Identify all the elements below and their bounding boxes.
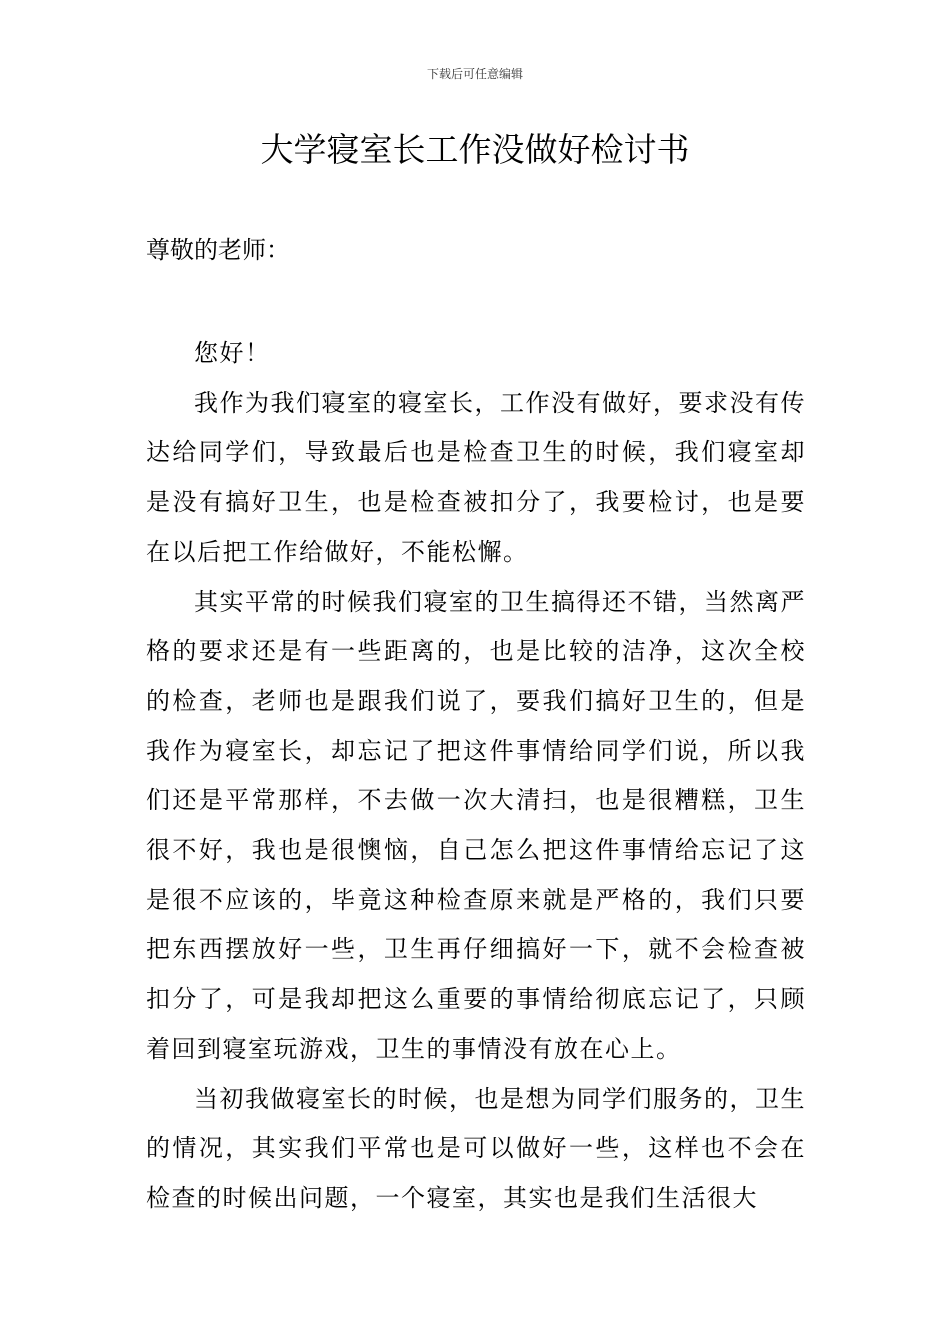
header-note: 下载后可任意编辑 — [426, 67, 523, 81]
document-body — [146, 329, 806, 1224]
document-title: 大学寝室长工作没做好检讨书 — [260, 130, 690, 169]
paragraph-greeting: 您好！ — [194, 339, 271, 367]
salutation: 尊敬的老师： — [146, 236, 290, 264]
paragraph: 其实平常的时候我们寝室的卫生搞得还不错，当然离严格的要求还是有一些距离的，也是比较的洁净，这次全校的检查，老师也是跟我们说了，要我们搞好卫生的，但是我作为寝室长，却忘记了把这件事情给同学们说，所以我们还是平常那样，不去做一次大清扫，也是很糟糕，卫生很不好，我也是很懊恼，自己怎么把这件事情给忘记了这是很不应该的，毕竟这种检查原来就是严格的，我们只要把东西摆放好一些，卫生再仔细搞好一下，就不会检查被扣分了，可是我却把这么重要的事情给彻底忘记了，只顾着回到寝室玩游戏，卫生的事情没有放在心上。 — [146, 587, 806, 1063]
paragraph: 我作为我们寝室的寝室长，工作没有做好，要求没有传达给同学们，导致最后也是检查卫生的时候，我们寝室却是没有搞好卫生，也是检查被扣分了，我要检讨，也是要在以后把工作给做好，不能松懈。 — [146, 388, 806, 566]
paragraph: 当初我做寝室长的时候，也是想为同学们服务的，卫生的情况，其实我们平常也是可以做好一些，这样也不会在检查的时候出问题，一个寝室，其实也是我们生活很大 — [146, 1084, 806, 1212]
